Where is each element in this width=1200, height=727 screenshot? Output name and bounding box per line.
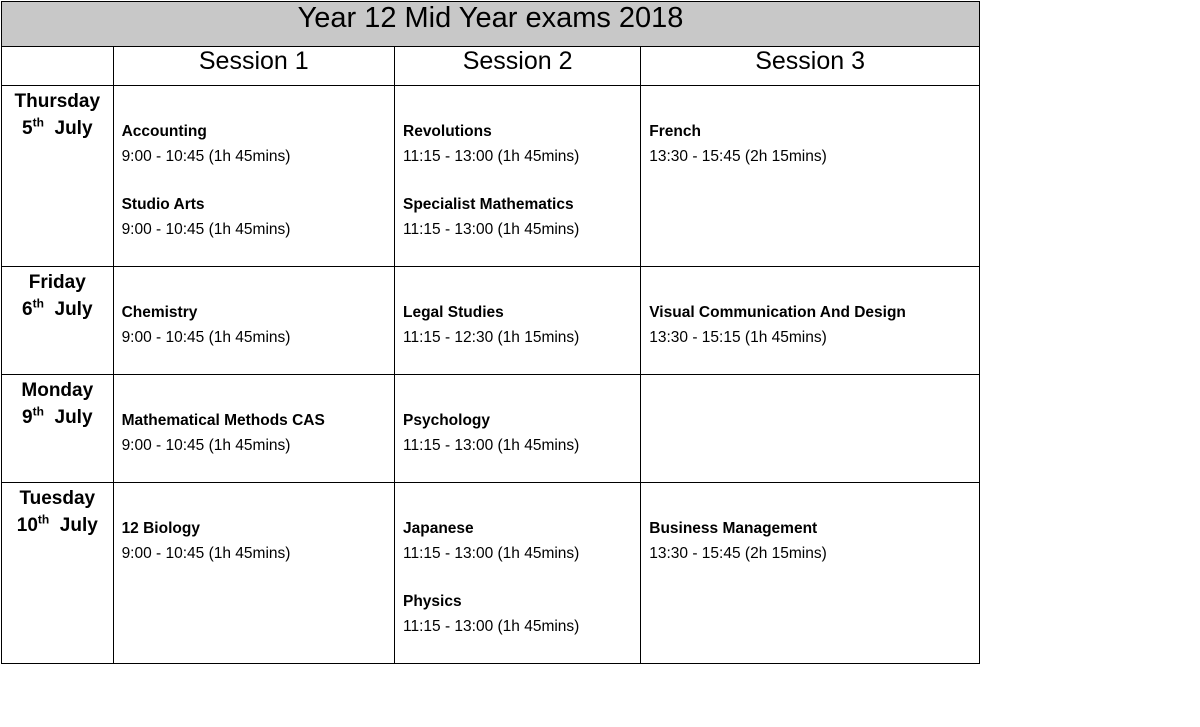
- session-cell: [113, 483, 394, 664]
- month-label: July: [59, 515, 98, 536]
- exam-subject: Specialist Mathematics: [403, 196, 574, 213]
- exam-subject: French: [649, 123, 701, 140]
- date-number: 5: [22, 118, 33, 139]
- exam-entry: [403, 120, 640, 169]
- exam-subject: Japanese: [403, 520, 474, 537]
- exam-subject: 12 Biology: [121, 520, 200, 537]
- exam-entry: [122, 120, 394, 169]
- weekday-label: Monday: [21, 380, 94, 401]
- exam-subject: Business Management: [649, 520, 818, 537]
- exam-time: 13:30 - 15:45 (2h 15mins): [649, 545, 827, 562]
- exam-time: 9:00 - 10:45 (1h 45mins): [121, 437, 291, 454]
- date-suffix: th: [32, 296, 44, 311]
- exam-subject: Psychology: [403, 412, 490, 429]
- session-cell: [641, 375, 980, 483]
- session-header-row: [2, 47, 980, 86]
- date-label: [2, 115, 113, 142]
- day-row: [2, 267, 980, 375]
- weekday-label: Tuesday: [19, 488, 96, 509]
- session-cell: [395, 86, 641, 267]
- exam-time: 13:30 - 15:15 (1h 45mins): [649, 329, 827, 346]
- exam-time: 11:15 - 12:30 (1h 15mins): [403, 329, 580, 346]
- day-cell: [2, 86, 114, 267]
- title-row: [2, 2, 980, 47]
- exam-entry: [122, 301, 394, 350]
- exam-entry: [403, 301, 640, 350]
- date-suffix: th: [32, 404, 44, 419]
- session-header: Session 2: [395, 47, 641, 86]
- session-cell: [641, 86, 980, 267]
- day-row: [2, 483, 980, 664]
- date-number: 10: [16, 515, 38, 536]
- exam-time: 9:00 - 10:45 (1h 45mins): [121, 545, 291, 562]
- session-cell: [641, 267, 980, 375]
- exam-entry: [649, 120, 979, 169]
- exam-subject: Physics: [403, 593, 462, 610]
- month-label: July: [54, 407, 93, 428]
- session-header: Session 3: [641, 47, 980, 86]
- exam-entry: [403, 590, 640, 639]
- date-label: [2, 296, 113, 323]
- table-title: Year 12 Mid Year exams 2018: [2, 2, 980, 47]
- session-cell: [641, 483, 980, 664]
- date-number: 9: [22, 407, 33, 428]
- day-cell: [2, 267, 114, 375]
- exam-subject: Accounting: [121, 123, 207, 140]
- date-suffix: th: [37, 512, 50, 527]
- date-label: [2, 512, 113, 539]
- date-suffix: th: [32, 115, 44, 130]
- exam-subject: Visual Communication And Design: [649, 304, 906, 321]
- exam-subject: Studio Arts: [121, 196, 205, 213]
- exam-subject: Revolutions: [403, 123, 492, 140]
- month-label: July: [54, 118, 93, 139]
- session-cell: [395, 375, 641, 483]
- exam-entry: [403, 517, 640, 566]
- session-cell: [113, 375, 394, 483]
- exam-timetable: [1, 1, 980, 664]
- exam-subject: Mathematical Methods CAS: [121, 412, 325, 429]
- day-cell: [2, 483, 114, 664]
- exam-entry: [649, 517, 979, 566]
- day-row: [2, 375, 980, 483]
- exam-time: 11:15 - 13:00 (1h 45mins): [403, 148, 580, 165]
- exam-time: 11:15 - 13:00 (1h 45mins): [403, 437, 580, 454]
- session-cell: [395, 267, 641, 375]
- exam-time: 11:15 - 13:00 (1h 45mins): [403, 618, 580, 635]
- exam-time: 11:15 - 13:00 (1h 45mins): [403, 221, 580, 238]
- corner-cell: [2, 47, 114, 86]
- day-row: [2, 86, 980, 267]
- exam-time: 13:30 - 15:45 (2h 15mins): [649, 148, 827, 165]
- exam-subject: Legal Studies: [403, 304, 504, 321]
- exam-entry: [403, 193, 640, 242]
- session-cell: [113, 86, 394, 267]
- exam-entry: [122, 517, 394, 566]
- date-label: [2, 404, 113, 431]
- exam-time: 11:15 - 13:00 (1h 45mins): [403, 545, 580, 562]
- date-number: 6: [22, 299, 33, 320]
- exam-entry: [649, 301, 979, 350]
- exam-entry: [403, 409, 640, 458]
- weekday-label: Friday: [28, 272, 86, 293]
- session-cell: [395, 483, 641, 664]
- month-label: July: [54, 299, 93, 320]
- day-cell: [2, 375, 114, 483]
- exam-entry: [122, 409, 394, 458]
- session-cell: [113, 267, 394, 375]
- exam-time: 9:00 - 10:45 (1h 45mins): [121, 221, 291, 238]
- exam-subject: Chemistry: [121, 304, 198, 321]
- exam-entry: [122, 193, 394, 242]
- timetable-body: [2, 86, 980, 664]
- exam-time: 9:00 - 10:45 (1h 45mins): [121, 329, 291, 346]
- session-header: Session 1: [113, 47, 394, 86]
- weekday-label: Thursday: [14, 91, 101, 112]
- exam-time: 9:00 - 10:45 (1h 45mins): [121, 148, 291, 165]
